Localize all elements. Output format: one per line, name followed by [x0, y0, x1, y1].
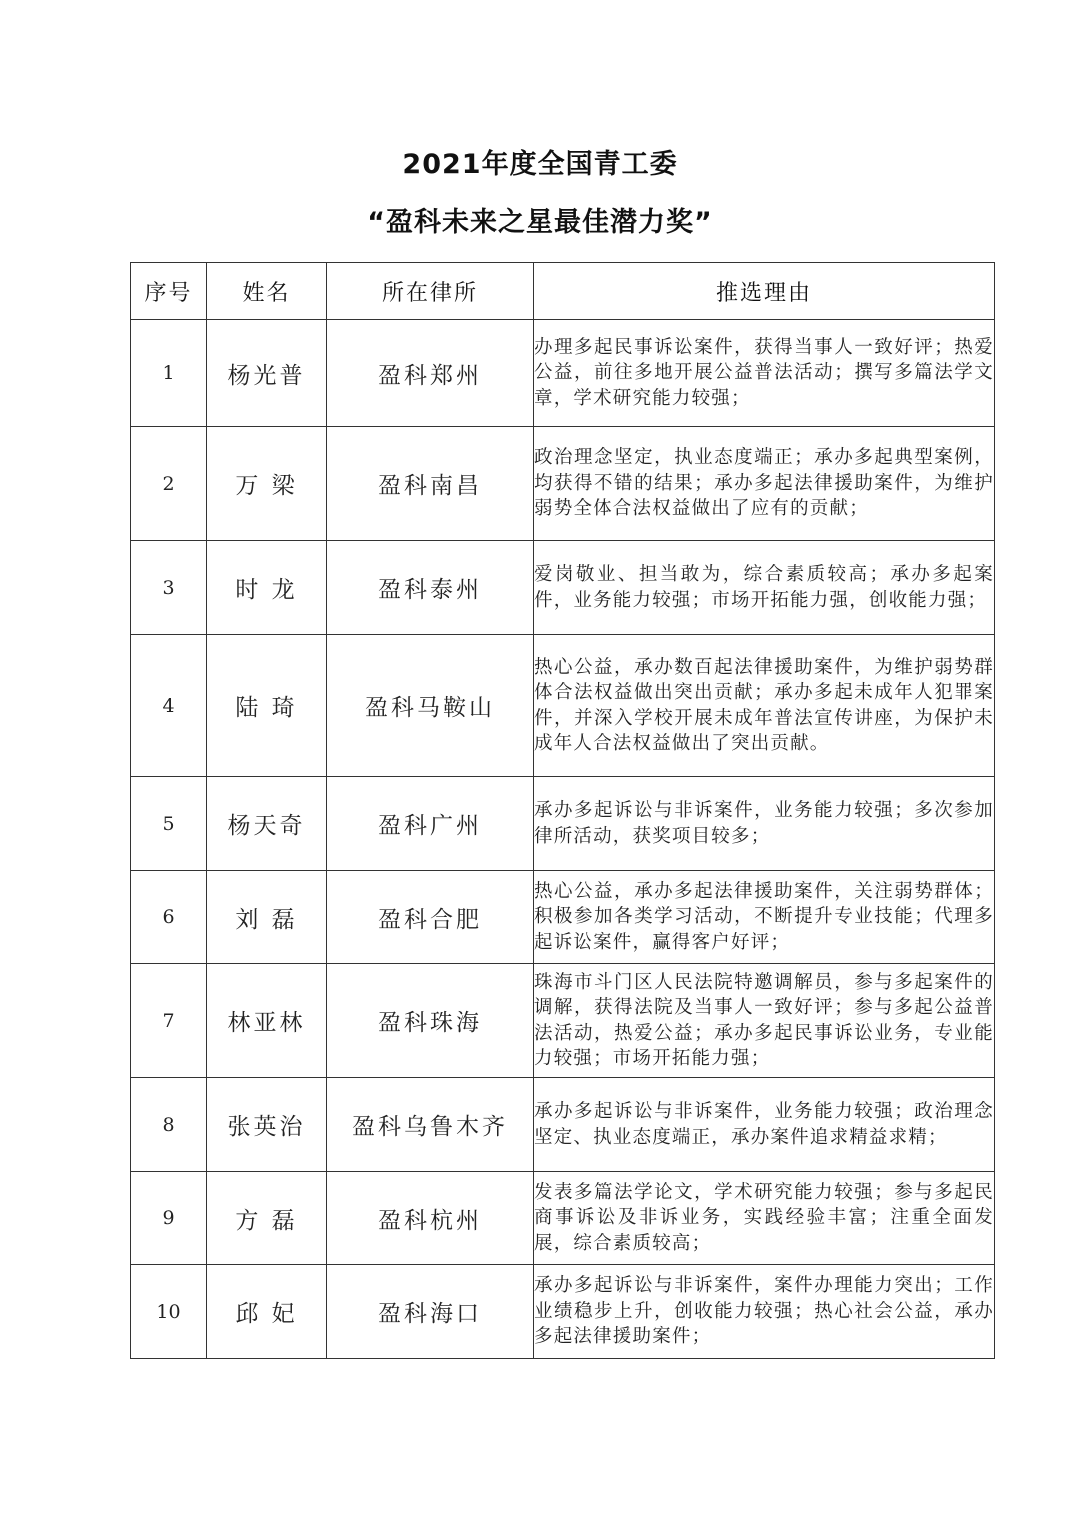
row-firm: 盈科合肥	[327, 871, 534, 964]
row-firm: 盈科南昌	[327, 427, 534, 541]
row-firm: 盈科海口	[327, 1265, 534, 1359]
table-row	[131, 1078, 995, 1172]
table-row	[131, 777, 995, 871]
award-table	[130, 262, 995, 1359]
row-index: 5	[131, 777, 207, 871]
table-row	[131, 427, 995, 541]
document-title-line-1: 2021年度全国青工委	[402, 149, 678, 180]
row-index: 6	[131, 871, 207, 964]
row-name: 邱 妃	[207, 1265, 327, 1359]
row-reason: 承办多起诉讼与非诉案件，业务能力较强；政治理念坚定、执业态度端正，承办案件追求精益求精；	[534, 1078, 995, 1172]
row-name: 陆 琦	[207, 635, 327, 777]
table-row	[131, 320, 995, 427]
row-name: 万 梁	[207, 427, 327, 541]
row-reason: 政治理念坚定，执业态度端正；承办多起典型案例，均获得不错的结果；承办多起法律援助案件，为维护弱势全体合法权益做出了应有的贡献；	[534, 427, 995, 541]
row-firm: 盈科乌鲁木齐	[327, 1078, 534, 1172]
row-index: 1	[131, 320, 207, 427]
row-reason: 爱岗敬业、担当敢为，综合素质较高；承办多起案件，业务能力较强；市场开拓能力强，创收能力强；	[534, 541, 995, 635]
row-reason: 发表多篇法学论文，学术研究能力较强；参与多起民商事诉讼及非诉业务，实践经验丰富；注重全面发展，综合素质较高；	[534, 1172, 995, 1265]
row-firm: 盈科杭州	[327, 1172, 534, 1265]
header-row	[131, 263, 995, 320]
row-index: 4	[131, 635, 207, 777]
row-reason: 热心公益，承办数百起法律援助案件，为维护弱势群体合法权益做出突出贡献；承办多起未成年人犯罪案件，并深入学校开展未成年普法宣传讲座，为保护未成年人合法权益做出了突出贡献。	[534, 635, 995, 777]
table-row	[131, 871, 995, 964]
row-name: 刘 磊	[207, 871, 327, 964]
row-name: 林亚林	[207, 964, 327, 1078]
row-name: 时 龙	[207, 541, 327, 635]
row-reason: 承办多起诉讼与非诉案件，业务能力较强；多次参加律所活动，获奖项目较多；	[534, 777, 995, 871]
table-header	[131, 263, 995, 320]
table-row	[131, 541, 995, 635]
row-reason: 承办多起诉讼与非诉案件，案件办理能力突出；工作业绩稳步上升，创收能力较强；热心社会公益，承办多起法律援助案件；	[534, 1265, 995, 1359]
row-index: 7	[131, 964, 207, 1078]
row-firm: 盈科泰州	[327, 541, 534, 635]
table-body	[131, 320, 995, 1359]
document-title-line-2: “盈科未来之星最佳潜力奖”	[367, 207, 713, 238]
header-reason: 推选理由	[534, 263, 995, 320]
row-index: 9	[131, 1172, 207, 1265]
row-reason: 热心公益，承办多起法律援助案件，关注弱势群体；积极参加各类学习活动，不断提升专业技能；代理多起诉讼案件，赢得客户好评；	[534, 871, 995, 964]
header-firm: 所在律所	[327, 263, 534, 320]
row-firm: 盈科珠海	[327, 964, 534, 1078]
table-row	[131, 964, 995, 1078]
row-reason: 办理多起民事诉讼案件，获得当事人一致好评；热爱公益，前往多地开展公益普法活动；撰写多篇法学文章，学术研究能力较强；	[534, 320, 995, 427]
table-row	[131, 1172, 995, 1265]
row-firm: 盈科马鞍山	[327, 635, 534, 777]
header-index: 序号	[131, 263, 207, 320]
row-name: 张英治	[207, 1078, 327, 1172]
table-row	[131, 1265, 995, 1359]
row-index: 10	[131, 1265, 207, 1359]
row-index: 3	[131, 541, 207, 635]
row-reason: 珠海市斗门区人民法院特邀调解员，参与多起案件的调解，获得法院及当事人一致好评；参与多起公益普法活动，热爱公益；承办多起民事诉讼业务，专业能力较强；市场开拓能力强；	[534, 964, 995, 1078]
row-name: 杨天奇	[207, 777, 327, 871]
row-name: 杨光普	[207, 320, 327, 427]
row-firm: 盈科广州	[327, 777, 534, 871]
table-row	[131, 635, 995, 777]
row-index: 2	[131, 427, 207, 541]
row-firm: 盈科郑州	[327, 320, 534, 427]
row-index: 8	[131, 1078, 207, 1172]
header-name: 姓名	[207, 263, 327, 320]
row-name: 方 磊	[207, 1172, 327, 1265]
